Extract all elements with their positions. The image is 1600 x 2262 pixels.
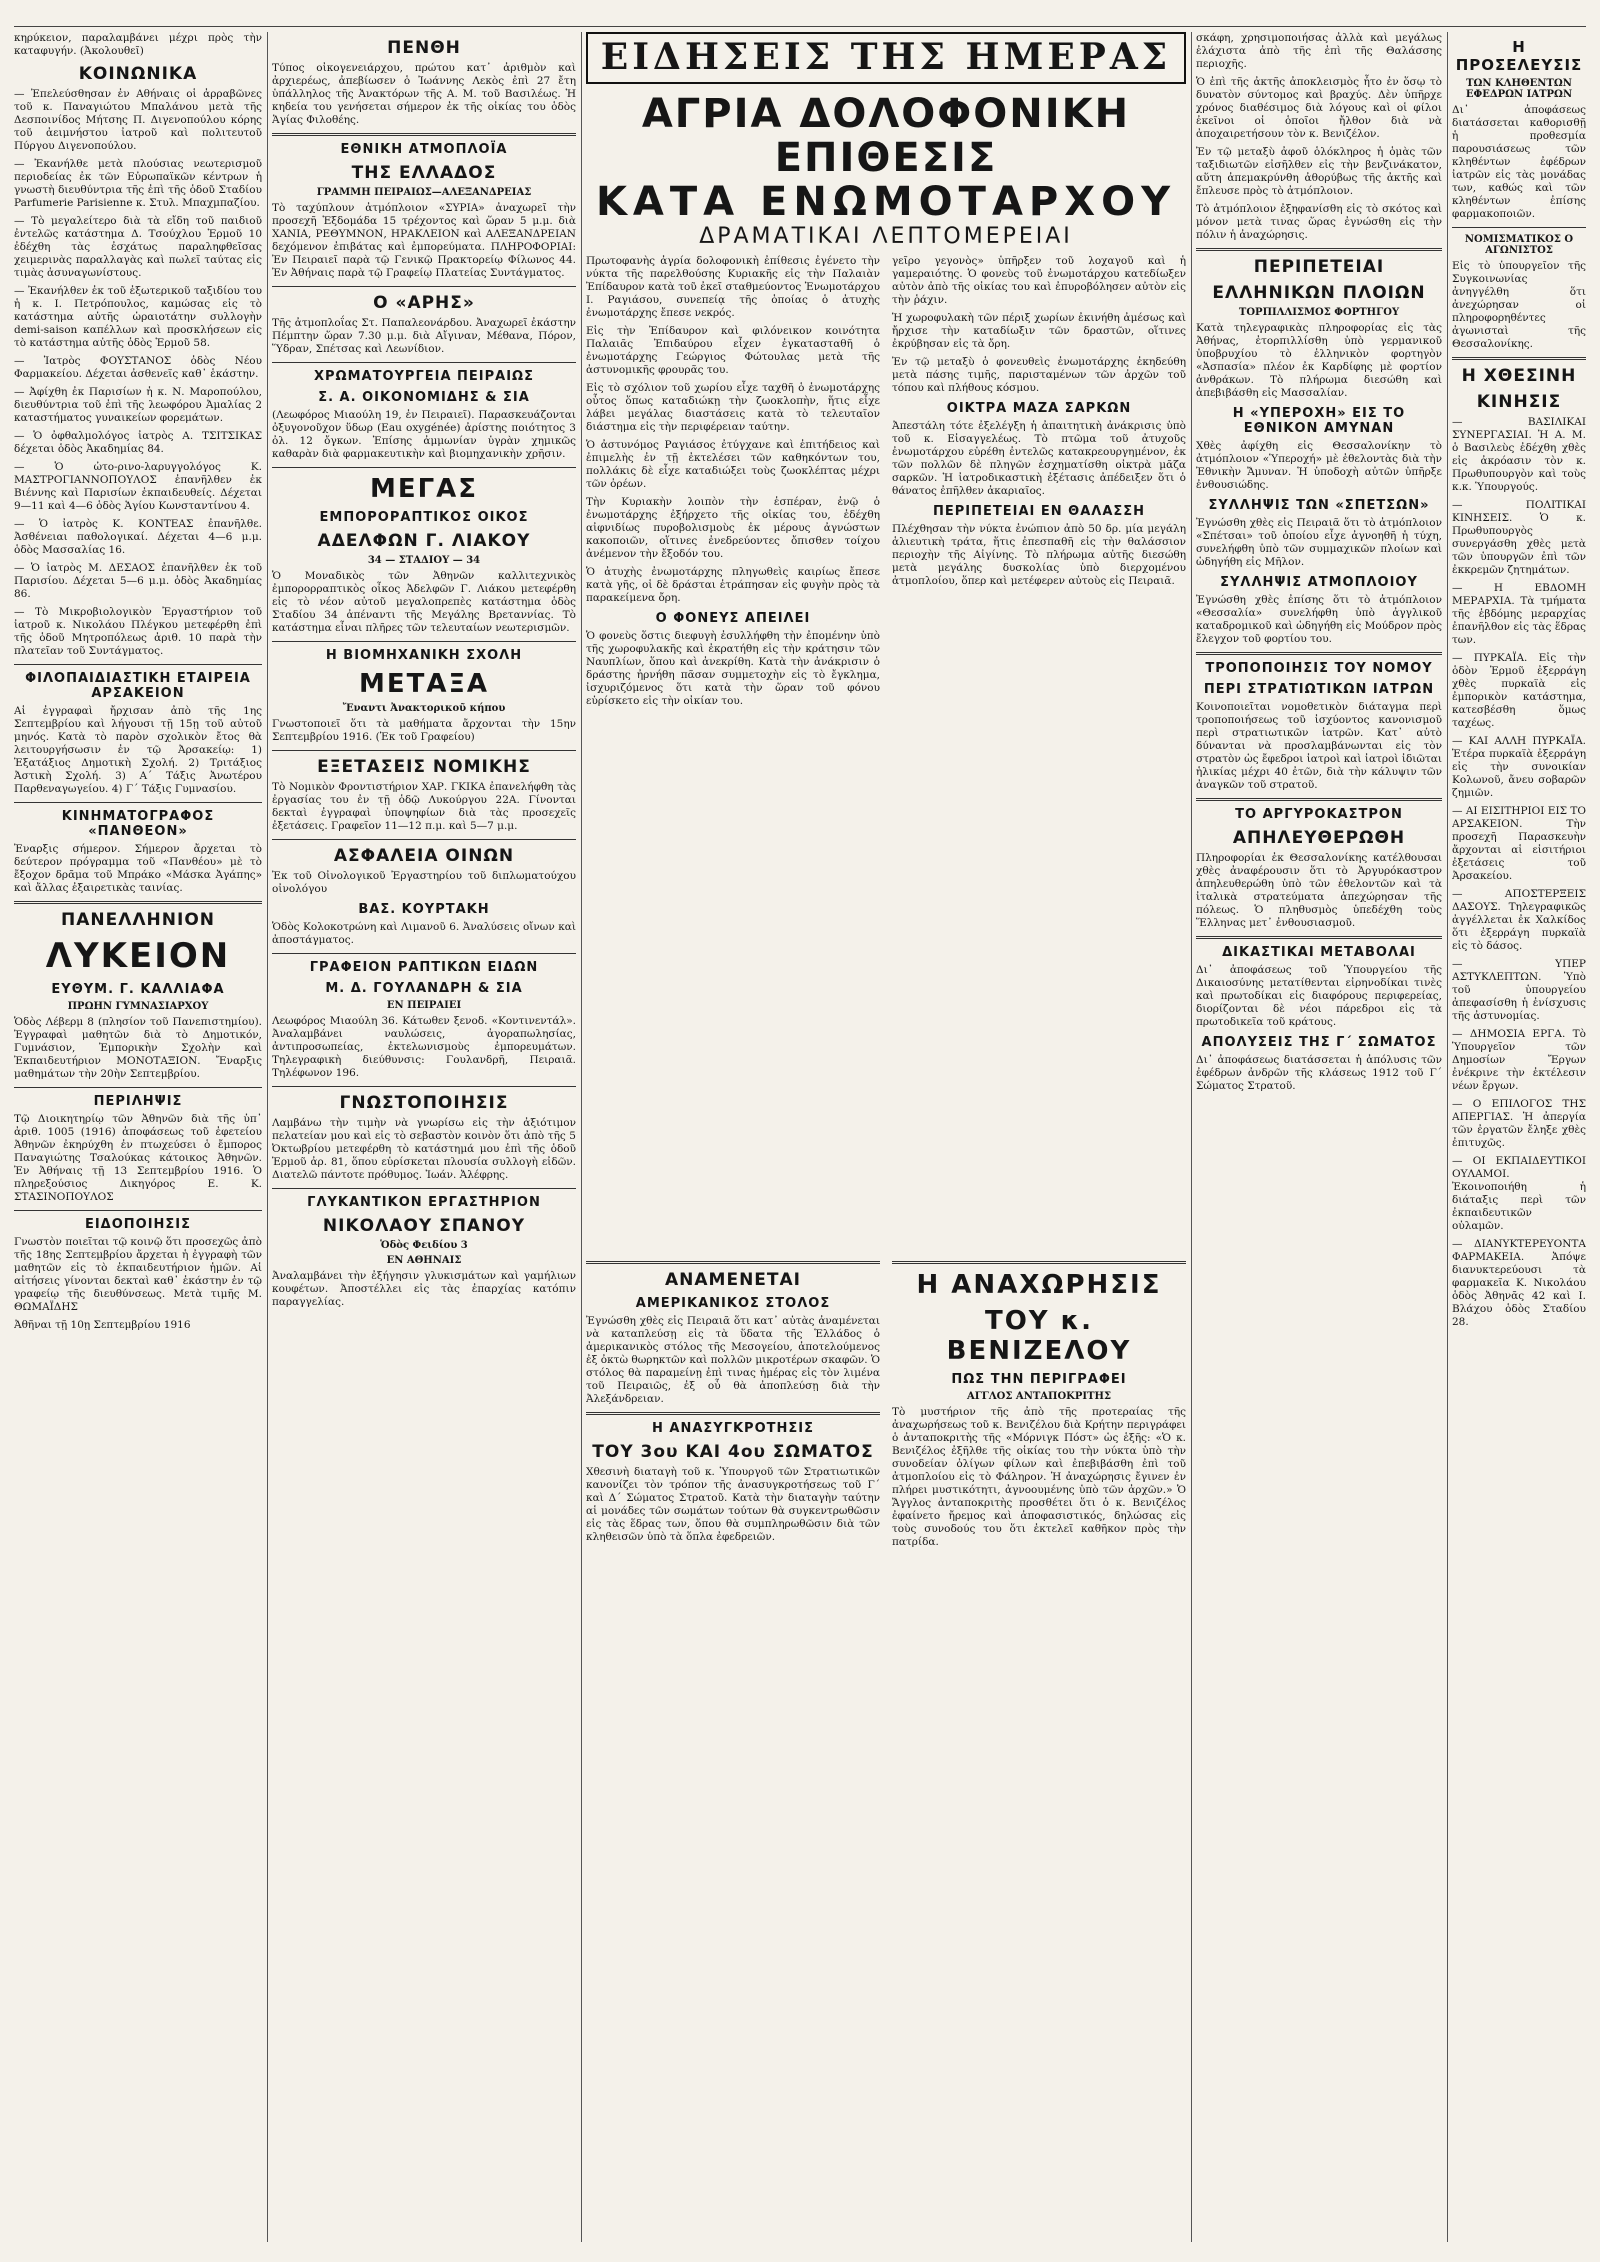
story-paragraph: Τὸ μυστήριον τῆς ἀπὸ τῆς προτεραίας τῆς ἀναχωρήσεως τοῦ κ. Βενιζέλου διὰ Κρήτην περιγράφει ὁ ἀνταποκριτὴς τῆς «Μόρνιγκ Πόστ» ὡς ἑξῆς: «Ὁ κ. Βενιζέλος ἐξῆλθε τῆς οἰκίας του τὴν νύκτα ὑπὸ τὴν συνοδείαν ὀλίγων φίλων καὶ ἐπεβιβάσθη ἐπὶ τοῦ ἀτμοπλοίου εἰς τὸ Φάληρον. Ἡ ἀναχώρησις ἔγινεν ἐν πλήρει μυστικότητι, ἀγνοουμένης ὑπὸ τῶν ἀρχῶν.» Ὁ Ἄγγλος ἀνταποκριτὴς προσθέτει ὅτι ὁ κ. Βενιζέλος ἐφαίνετο ἤρεμος καὶ ἀποφασιστικός, δηλώσας εἰς τοὺς συνοδούς του ὅτι ἐκτελεῖ καθῆκον πρὸς τὴν πατρίδα. [892, 1406, 1186, 1548]
section-title-eidopoiisis: ΕΙΔΟΠΟΙΗΣΙΣ [84, 1217, 192, 1232]
ad-text: Τὸ Νομικὸν Φροντιστήριον ΧΑΡ. ΓΚΙΚΑ ἐπανελήφθη τὰς ἐργασίας του ἐν τῇ ὁδῷ Λυκούργου 22Α. Γίνονται δεκταὶ ἐγγραφαὶ ὑποψηφίων διὰ τὰς προσεχεῖς ἐξετάσεις. Γραφεῖον 11—12 π.μ. καὶ 5—7 μ.μ. [272, 781, 576, 832]
masthead: ΕΙΔΗΣΕΙΣ ΤΗΣ ΗΜΕΡΑΣ [586, 32, 1186, 84]
divider [1196, 936, 1442, 939]
story-subhead: ΑΓΓΛΟΣ ΑΝΤΑΠΟΚΡΙΤΗΣ [966, 1391, 1112, 1402]
story-paragraph: Κοινοποιεῖται νομοθετικὸν διάταγμα περὶ τροποποιήσεως τοῦ ἰσχύοντος κανονισμοῦ περὶ στρατιωτικῶν ἰατρῶν. Κατ᾽ αὐτὸ δύνανται νὰ προσλαμβάνωνται εἰς τὸν στρατὸν ὡς ἔφεδροι ἰατροὶ καὶ ἰατροὶ ἰδιῶται ἡλικίας μέχρι 40 ἐτῶν, διὰ τὴν κάλυψιν τῶν ἀναγκῶν τοῦ στρατοῦ. [1196, 701, 1442, 791]
story-paragraph: Εἰς τὸ ὑπουργεῖον τῆς Συγκοινωνίας ἀνηγγέλθη ὅτι ἀνεχώρησαν οἱ πληροφορηθέντες ἀγωνισταὶ τῆς Θεσσαλονίκης. [1452, 260, 1586, 350]
story-headline: Η ΑΝΑΣΥΓΚΡΟΤΗΣΙΣ [652, 1421, 814, 1436]
story-subhead: Η «ΥΠΕΡΟΧΗ» ΕΙΣ ΤΟ ΕΘΝΙΚΟΝ ΑΜΥΝΑΝ [1232, 406, 1406, 436]
story-headline: ΤΟΥ κ. ΒΕΝΙΖΕΛΟΥ [946, 1306, 1132, 1366]
column-4 [1196, 32, 1442, 2242]
ad-title: ΓΝΩΣΤΟΠΟΙΗΣΙΣ [339, 1093, 509, 1113]
story-paragraph: Δι᾽ ἀποφάσεως διατάσσεται ἡ ἀπόλυσις τῶν ἐφέδρων ἀνδρῶν τῆς κλάσεως 1912 τοῦ Γ΄ Σώματος Στρατοῦ. [1196, 1054, 1442, 1092]
story-subhead: ΟΙΚΤΡΑ ΜΑΖΑ ΣΑΡΚΩΝ [946, 401, 1132, 416]
news-item: — ΟΙ ΕΚΠΑΙΔΕΥΤΙΚΟΙ ΟΥΛΑΜΟΙ. Ἐκοινοποιήθη ἡ διάταξις περὶ τῶν ἐκπαιδευτικῶν οὐλαμῶν. [1452, 1155, 1586, 1232]
divider [1196, 652, 1442, 655]
column-2 [272, 32, 576, 2242]
story-paragraph: Τὸ ἀτμόπλοιον ἐξηφανίσθη εἰς τὸ σκότος καὶ μόνον μετὰ τινας ὥρας ἐγνώσθη εἰς τὴν πόλιν ἡ ἀναχώρησις. [1196, 203, 1442, 241]
story-paragraph: Ἐγνώσθη χθὲς εἰς Πειραιᾶ ὅτι τὸ ἀτμόπλοιον «Σπέτσαι» τοῦ ὁποίου εἶχε ἀγνοηθῆ ἡ τύχη, συνελήφθη ὑπὸ τῶν συμμαχικῶν πλοίων καὶ ὡδηγήθη εἰς Μῆλον. [1196, 517, 1442, 568]
news-item: — Ὁ ἰατρὸς Κ. ΚΟΝΤΕΑΣ ἐπανῆλθε. Ἀσθένειαι παθολογικαί. Δέχεται 4—6 μ.μ. ὁδὸς Μασσαλίας 16. [14, 518, 262, 556]
ad-subtitle: ΓΡΑΜΜΗ ΠΕΙΡΑΙΩΣ—ΑΛΕΞΑΝΔΡΕΙΑΣ [316, 187, 532, 198]
story-subhead: ΤΩΝ ΚΛΗΘΕΝΤΩΝ ΕΦΕΔΡΩΝ ΙΑΤΡΩΝ [1465, 78, 1573, 100]
story-headline: Η ΑΝΑΧΩΡΗΣΙΣ [916, 1270, 1162, 1300]
ad-title: ΧΡΩΜΑΤΟΥΡΓΕΙΑ ΠΕΙΡΑΙΩΣ [313, 369, 534, 384]
story-paragraph: Χθὲς ἀφίχθη εἰς Θεσσαλονίκην τὸ ἀτμόπλοιον «Ὑπεροχή» μὲ ἐθελοντὰς διὰ τὴν Ἐθνικὴν Ἄμυναν. Ἡ ὑποδοχὴ αὐτῶν ὑπῆρξε ἐνθουσιώδης. [1196, 440, 1442, 491]
divider [272, 1188, 576, 1189]
notice-text: Τῷ Διοικητηρίῳ τῶν Ἀθηνῶν διὰ τῆς ὑπ᾽ ἀριθ. 1005 (1916) ἀποφάσεως τοῦ ἐφετείου Ἀθηνῶν ἐκηρύχθη ἐν πτωχεύσει ὁ ἔμπορος Παναγιώτης Τσαλούκας κάτοικος Ἀθηνῶν. Ἐν Ἀθήναις τῇ 13 Σεπτεμβρίου 1916. Ὁ πληρεξούσιος Δικηγόρος Ε. Κ. ΣΤΑΣΙΝΟΠΟΥΛΟΣ [14, 1113, 262, 1203]
story-headline: ΤΟ ΑΡΓΥΡΟΚΑΣΤΡΟΝ [1235, 807, 1403, 822]
story-columns [586, 255, 1186, 1255]
ad-subtitle: ΒΑΣ. ΚΟΥΡΤΑΚΗ [358, 902, 490, 917]
news-item: — Ὁ ὠτο-ρινο-λαρυγγολόγος Κ. ΜΑΣΤΡΟΓΙΑΝΝΟΠΟΥΛΟΣ ἐπανῆλθεν ἐκ Βιέννης καὶ Παρισίων ἐκπαιδευθείς. Δέχεται 9—11 καὶ 4—6 ὁδὸς Ἁγίου Κωνσταντίνου 4. [14, 461, 262, 512]
ad-title-panellinion: ΠΑΝΕΛΛΗΝΙΟΝ [61, 910, 215, 930]
story-subhead: ΤΟΡΠΙΛΛΙΣΜΟΣ ΦΟΡΤΗΓΟΥ [1238, 307, 1400, 318]
ad-text: Τῆς ἀτμοπλοΐας Στ. Παπαλεονάρδου. Ἀναχωρεῖ ἐκάστην Πέμπτην ὥραν 7.30 μ.μ. διὰ Αἴγιναν, Μέθανα, Πόρον, Ὕδραν, Σπέτσας καὶ Λεωνίδιον. [272, 317, 576, 355]
story-paragraph: Εἰς τὴν Ἐπίδαυρον καὶ φιλόνεικον κοινότητα Παλαιᾶς Ἐπιδαύρου εἶχεν ἐγκατασταθῆ ὁ ἐνωμοτάρχης Γεώργιος Φώτουλας μετὰ τῆς ἀστυνομικῆς φρουρᾶς του. [586, 325, 880, 376]
divider [892, 1261, 1186, 1264]
ad-subtitle: Ἔναντι Ἀνακτορικοῦ κήπου [342, 703, 506, 714]
story-headline: ΕΛΛΗΝΙΚΩΝ ΠΛΟΙΩΝ [1212, 283, 1426, 303]
notice-text: Ἐναρξις σήμερον. Σήμερον ἄρχεται τὸ δεύτερον πρόγραμμα τοῦ «Πανθέου» μὲ τὸ ἔξοχον δρᾶμα τοῦ Μπράκο «Μάσκα Ἀγάπης» καὶ ἄλλας ἐξαιρετικὰς ταινίας. [14, 843, 262, 894]
news-item: — ΑΙ ΕΙΣΙΤΗΡΙΟΙ ΕΙΣ ΤΟ ΑΡΣΑΚΕΙΟΝ. Τὴν προσεχῆ Παρασκευὴν ἄρχονται αἱ εἰσιτήριοι ἐξετάσεις τοῦ Ἀρσακείου. [1452, 805, 1586, 882]
news-item: — ΠΟΛΙΤΙΚΑΙ ΚΙΝΗΣΕΙΣ. Ὁ κ. Πρωθυπουργὸς συνεργάσθη χθὲς μετὰ τῶν ὑπουργῶν ἐπὶ τῶν ἐκκρεμῶν ζητημάτων. [1452, 499, 1586, 576]
story-subhead: ΠΩΣ ΤΗΝ ΠΕΡΙΓΡΑΦΕΙ [951, 1372, 1127, 1387]
story-subhead: Ο ΦΟΝΕΥΣ ΑΠΕΙΛΕΙ [655, 611, 811, 626]
story-paragraph: Χθεσινὴ διαταγὴ τοῦ κ. Ὑπουργοῦ τῶν Στρατιωτικῶν κανονίζει τὸν τρόπον τῆς ἀνασυγκροτήσεως τοῦ Γ΄ καὶ Δ΄ Σώματος Στρατοῦ. Κατὰ τὴν διαταγὴν ταύτην αἱ μονάδες τῶν σωμάτων τούτων θὰ συγκεντρωθῶσιν εἰς τὰς ἕδρας των, ὅπου θὰ συμπληρωθῶσιν διὰ τῶν κληθεισῶν ὑπὸ τὰ ὅπλα ἐφεδρειῶν. [586, 1466, 880, 1543]
news-item: — ΚΑΙ ΑΛΛΗ ΠΥΡΚΑΪΑ. Ἑτέρα πυρκαϊὰ ἐξερράγη εἰς τὴν συνοικίαν Κολωνοῦ, ἄνευ σοβαρῶν ζημιῶν. [1452, 735, 1586, 799]
divider [272, 1086, 576, 1087]
lower-right [892, 1255, 1186, 1554]
story-headline: ΑΠΗΛΕΥΘΕΡΩΘΗ [1232, 828, 1406, 848]
divider [272, 362, 576, 363]
story-headline: ΑΜΕΡΙΚΑΝΙΚΟΣ ΣΤΟΛΟΣ [635, 1296, 831, 1311]
headline: ΚΑΤΑ ΕΝΩΜΟΤΑΡΧΟΥ [595, 179, 1177, 225]
news-item: — ΔΗΜΟΣΙΑ ΕΡΓΑ. Τὸ Ὑπουργεῖον τῶν Δημοσίων Ἔργων ἐνέκρινε τὴν ἐκτέλεσιν νέων ἔργων. [1452, 1028, 1586, 1092]
story-headline: ΤΡΟΠΟΠΟΙΗΣΙΣ ΤΟΥ ΝΟΜΟΥ [1205, 661, 1433, 676]
story-paragraph: Δι᾽ ἀποφάσεως τοῦ Ὑπουργείου τῆς Δικαιοσύνης μετατίθενται εἰρηνοδίκαι τινὲς καὶ πρωτοδίκαι εἰς διαφόρους περιφερείας, διορίζονται δὲ νέοι πάρεδροι εἰς τὰ πρωτοδικεῖα τοῦ κράτους. [1196, 964, 1442, 1028]
story-paragraph: Πληροφορίαι ἐκ Θεσσαλονίκης κατέλθουσαι χθὲς ἀναφέρουσιν ὅτι τὸ Ἀργυρόκαστρον ἀπηλευθερώθη ὑπὸ τῶν ἐθελοντῶν καὶ τὰ ἰταλικὰ στρατεύματα ἀπεχώρησαν τῆς πόλεως. Ὁ πληθυσμὸς ὑπεδέχθη τοὺς Ἕλληνας μετ᾽ ἐνθουσιασμοῦ. [1196, 852, 1442, 929]
section-title-penthi: ΠΕΝΘΗ [387, 38, 461, 58]
news-item: — Ὁ ὀφθαλμολόγος ἰατρὸς Α. ΤΣΙΤΣΙΚΑΣ δέχεται ὁδὸς Ἀκαδημίας 84. [14, 430, 262, 455]
divider [272, 953, 576, 954]
ad-text: Γνωστοποιεῖ ὅτι τὰ μαθήματα ἄρχονται τὴν 15ην Σεπτεμβρίου 1916. (Ἐκ τοῦ Γραφείου) [272, 718, 576, 743]
story-paragraph: Δι᾽ ἀποφάσεως διατάσσεται καθορισθῇ ἡ προθεσμία παρουσιάσεως τῶν κληθέντων ἐφέδρων ἰατρῶν εἰς τὰς μονάδας των, καθώς καὶ τῶν κληθέντων ἐπίσης φαρμακοποιῶν. [1452, 104, 1586, 220]
divider [586, 1412, 880, 1415]
story-headline: ΤΟΥ 3ου ΚΑΙ 4ου ΣΩΜΑΤΟΣ [592, 1442, 874, 1462]
ad-subtitle: ΕΥΘΥΜ. Γ. ΚΑΛΛΙΑΦΑ [51, 982, 225, 997]
ad-subtitle: ΑΔΕΛΦΩΝ Γ. ΛΙΑΚΟΥ [317, 531, 531, 551]
news-item: — Η ΕΒΔΟΜΗ ΜΕΡΑΡΧΙΑ. Τὰ τμήματα τῆς ἑβδόμης μεραρχίας ἐπανῆλθον εἰς τὰς ἕδρας των. [1452, 582, 1586, 646]
story-paragraph: Ἐγνώσθη χθὲς ἐπίσης ὅτι τὸ ἀτμόπλοιον «Θεσσαλία» συνελήφθη ὑπὸ ἀγγλικοῦ καταδρομικοῦ καὶ ὡδηγήθη εἰς Μούδρον πρὸς ἔλεγχον τοῦ φορτίου του. [1196, 594, 1442, 645]
ad-text: Τὸ ταχύπλουν ἀτμόπλοιον «ΣΥΡΙΑ» ἀναχωρεῖ τὴν προσεχῆ Ἑξδομάδα 15 τρέχοντος καὶ ὥραν 5 μ.μ. διὰ ΧΑΝΙΑ, ΡΕΘΥΜΝΟΝ, ΗΡΑΚΛΕΙΟΝ καὶ ΑΛΕΞΑΝΔΡΕΙΑΝ δεχόμενον ἐπιβάτας καὶ ἐμπορεύματα. ΠΛΗΡΟΦΟΡΙΑΙ: Ἐν Πειραιεῖ παρὰ τῷ Γενικῷ Πρακτορείῳ Φίλωνος 44. Ἐν Ἀθήναις παρὰ τῷ Γραφείῳ Πλατείας Συντάγματος. [272, 202, 576, 279]
ad-subtitle: 34 — ΣΤΑΔΙΟΥ — 34 [367, 555, 481, 566]
ad-subtitle: ΕΝ ΠΕΙΡΑΙΕΙ [386, 1000, 462, 1011]
top-rule [14, 8, 1586, 27]
divider [14, 802, 262, 803]
lower-columns [586, 1255, 1186, 2155]
ad-title: ΓΡΑΦΕΙΟΝ ΡΑΠΤΙΚΩΝ ΕΙΔΩΝ [309, 960, 539, 975]
ad-text: Ὁδὸς Λέβερμ 8 (πλησίον τοῦ Πανεπιστημίου). Ἐγγραφαὶ μαθητῶν διὰ τὸ Δημοτικόν, Γυμνάσιον, Ἐμπορικὴν Σχολὴν καὶ Ἐκπαιδευτήριον ΜΟΝΟΤΑΞΙΟΝ. Ἔναρξις μαθημάτων τὴν 20ὴν Σεπτεμβρίου. [14, 1016, 262, 1080]
ad-subtitle: ΕΜΠΟΡΟΡΑΠΤΙΚΟΣ ΟΙΚΟΣ [319, 510, 529, 525]
story-headline: ΑΝΑΜΕΝΕΤΑΙ [665, 1270, 801, 1290]
story-paragraph: Πρωτοφανὴς ἀγρία δολοφονικὴ ἐπίθεσις ἐγένετο τὴν νύκτα τῆς παρελθούσης Κυριακῆς εἰς τὴν Παλαιὰν Ἐπίδαυρον κατὰ τοῦ ἐκεῖ σταθμεύοντος Ἐνωμοτάρχου Ι. Ραγιάσου, συνεπείᾳ τῆς ὁποίας ὁ ἀτυχὴς ἐνωμοτάρχης ἔπεσε νεκρός. [586, 255, 880, 319]
story-headline: Η ΠΡΟΣΕΛΕΥΣΙΣ [1455, 38, 1583, 74]
ad-subtitle: ΝΙΚΟΛΑΟΥ ΣΠΑΝΟΥ [322, 1216, 526, 1236]
ad-text: Ἐκ τοῦ Οἰνολογικοῦ Ἐργαστηρίου τοῦ διπλωματούχου οἰνολόγου [272, 870, 576, 895]
column-rule [267, 32, 268, 2242]
news-item: — ΥΠΕΡ ΑΣΤΥΚΛΕΠΤΩΝ. Ὑπὸ τοῦ ὑπουργείου ἀπεφασίσθη ἡ ἐνίσχυσις τῆς ἀστυνομίας. [1452, 958, 1586, 1022]
lower-left [586, 1255, 880, 1549]
ad-subtitle: ΠΡΩΗΝ ΓΥΜΝΑΣΙΑΡΧΟΥ [67, 1001, 209, 1012]
story-paragraph: γεῖρο γεγονὸς» ὑπῆρξεν τοῦ λοχαγοῦ καὶ ἡ γαμεραιότης. Ὁ φονεὺς τοῦ ἐνωμοτάρχου κατεδίωξεν αὐτὸν ἀπὸ τῆς οἰκίας του καὶ ἐπυροβόλησεν αὐτὸν εἰς τὴν ῥάχιν. [892, 255, 1186, 306]
ad-text: Ἀναλαμβάνει τὴν ἐξήγησιν γλυκισμάτων καὶ γαμήλιων κουφέτων. Ἀποστέλλει εἰς τὰς ἐπαρχίας κατόπιν παραγγελίας. [272, 1270, 576, 1308]
divider [14, 901, 262, 904]
news-item: — Ἐκανήλθεν ἐκ τοῦ ἐξωτερικοῦ ταξιδίου του ἡ κ. Ι. Πετρόπουλος, καμώσας εἰς τὸ κατάστημα αὐτῆς ὡραιοτάτην συλλογὴν demi-saison καπέλλων καὶ προσκλήσεων εἰς τὸ κατάστημα αὐτῆς ὁδὸς Ἑρμοῦ 58. [14, 285, 262, 349]
story-left [586, 255, 880, 713]
news-item: — Ἐκανήλθε μετὰ πλούσιας νεωτερισμοῦ περιοδείας ἐκ τῶν Εὐρωπαϊκῶν κέντρων ἡ γνωστὴ διευθύντρια τῆς ἐπὶ τῆς ὁδοῦ Σταδίου Parfumerie Parisienne κ. Στυλ. Μπαχμπαζίου. [14, 158, 262, 209]
notice-text: Τύπος οἰκογενειάρχου, πρώτου κατ᾽ ἀριθμὸν καὶ ἀρχιερέως, ἀπεβίωσεν ὁ Ἰωάννης Λεκὸς ἐπὶ 27 ἔτη ὑπάλληλος τῆς Ἀνακτόρων τῆς Α. Μ. τοῦ Βασιλέως. Ἡ κηδεία του γενήσεται σήμερον ἐκ τῆς οἰκίας του ὁδὸς Ἁγίας Φιλοθέης. [272, 62, 576, 126]
ad-text: Λεωφόρος Μιαούλη 36. Κάτωθεν ξενοδ. «Κοντινεντάλ». Ἀναλαμβάνει ναυλώσεις, ἀγοραπωλησίας, ἀντιπροσωπείας, ἐκτελωνισμοὺς ἐμπορευμάτων. Τηλεγραφικὴ διεύθυνσις: Γουλανδρῆ, Πειραιᾶ. Τηλέφωνον 196. [272, 1015, 576, 1079]
notice-text: Γνωστὸν ποιεῖται τῷ κοινῷ ὅτι προσεχῶς ἀπὸ τῆς 18ης Σεπτεμβρίου ἄρχεται ἡ ἐγγραφὴ τῶν μαθητῶν εἰς τὸ ἐκπαιδευτήριον ἡμῶν. Αἱ αἰτήσεις γίνονται δεκταὶ καθ᾽ ἑκάστην ἐν τῷ γραφείῳ τῆς διευθύνσεως. Μετὰ τιμῆς Μ. ΘΩΜΑΪΔΗΣ [14, 1236, 262, 1313]
newspaper-page [14, 8, 1586, 2254]
divider [14, 1210, 262, 1211]
ad-subtitle: ΕΝ ΑΘΗΝΑΙΣ [386, 1255, 462, 1266]
subheadline: ΔΡΑΜΑΤΙΚΑΙ ΛΕΠΤΟΜΕΡΕΙΑΙ [699, 224, 1073, 249]
story-paragraph: Ἐν τῷ μεταξὺ ἀφοῦ ὁλόκληρος ἡ ὁμὰς τῶν ταξιδιωτῶν εἰσῆλθεν εἰς τὴν βενζινάκατον, αὕτη ἀπεμακρύνθη ἀθορύβως τῆς ἀκτῆς καὶ ἔπλευσε πρὸς τὸ ἀτμόπλοιον. [1196, 146, 1442, 197]
news-item: — ΠΥΡΚΑΪΑ. Εἰς τὴν ὁδὸν Ἑρμοῦ ἐξερράγη χθὲς πυρκαϊὰ εἰς ἐμπορικὸν κατάστημα, κατεσβέσθη ὅμως ταχέως. [1452, 652, 1586, 729]
ad-text: (Λεωφόρος Μιαούλη 19, ἐν Πειραιεῖ). Παρασκευάζονται ὀξυγονοῦχον ὕδωρ (Eau oxygénée) ἀρίστης ποιότητος 3 ὀλ. 12 ὄγκων. Ἐπίσης ἀμμωνίαν ὑγρὰν χημικῶς καθαρὰν διὰ φαρμακευτικὴν καὶ βιομηχανικὴν χρῆσιν. [272, 409, 576, 460]
news-item: — Τὸ μεγαλείτερο διὰ τὰ εἴδη τοῦ παιδιοῦ ἐντελῶς κατάστημα Δ. Τσούχλου Ἑρμοῦ 10 ἐδέχθη τὰς ἐσχάτως παραληφθεῖσας χειμερινὰς παραλλαγὰς καὶ πωλεῖ ταύτας εἰς τιμὰς ἀσυναγωνίστους. [14, 215, 262, 279]
ad-subtitle: Μ. Δ. ΓΟΥΛΑΝΔΡΗ & ΣΙΑ [325, 981, 523, 996]
story-headline: ΔΙΚΑΣΤΙΚΑΙ ΜΕΤΑΒΟΛΑΙ [1222, 945, 1416, 960]
column-5 [1452, 32, 1586, 2242]
story-paragraph: Ἀπεστάλη τότε ἐξελέγξη ἡ ἀπαιτητικὴ ἀνάκρισις ὑπὸ τοῦ κ. Εἰσαγγελέως. Τὸ πτῶμα τοῦ ἀτυχοῦς ἐνωμοτάρχου εὑρέθη ἐντελῶς κατακρεουργημένον, ἐκ τῶν πολλῶν δὲ πληγῶν ἐσχηματίσθη οἰκτρὰ μᾶζα σαρκῶν. Ἡ ἰατροδικαστικὴ ἐξέτασις ἀπέδειξεν ὅτι ὁ θάνατος ἐπῆλθεν ἀκαριαῖος. [892, 420, 1186, 497]
ad-title: Ο «ΑΡΗΣ» [373, 293, 475, 313]
news-item: — Ἀφίχθη ἐκ Παρισίων ἡ κ. Ν. Μαροπούλου, διευθύντρια τοῦ ἐπὶ τῆς λεωφόρου Ἀμαλίας 2 καταστήματος γυναικείων φορεμάτων. [14, 386, 262, 424]
news-item: — ΔΙΑΝΥΚΤΕΡΕΥΟΝΤΑ ΦΑΡΜΑΚΕΙΑ. Ἀπόψε διανυκτερεύουσι τὰ φαρμακεῖα Κ. Νικολάου ὁδὸς Ἀθηνᾶς 42 καὶ Ι. Βλάχου ὁδὸς Σταδίου 28. [1452, 1238, 1586, 1328]
ad-title: ΓΛΥΚΑΝΤΙΚΟΝ ΕΡΓΑΣΤΗΡΙΟΝ [307, 1195, 541, 1210]
story-paragraph: Κατὰ τηλεγραφικὰς πληροφορίας εἰς τὰς Ἀθήνας, ἐτορπιλλίσθη ὑπὸ γερμανικοῦ ὑποβρυχίου τὸ ἑλληνικὸν φορτηγὸν «Ἀσπασία» πλέον ἐκ Καρδίφης μὲ φορτίον ἀνθράκων. Τὸ πλήρωμα διεσώθη καὶ ἀπεβιβάσθη εἰς Μασσαλίαν. [1196, 322, 1442, 399]
story-paragraph: Ὁ ἀστυνόμος Ραγιάσος ἐτύγχανε καὶ ἐπιτήδειος καὶ ἐπιμελὴς ἐν τῇ ἐκτελέσει τῶν καθηκόντων του, πολλάκις δὲ εἶχε καταδιώξει τοὺς ζωοκλέπτας μέχρι τῶν ὀρέων. [586, 439, 880, 490]
divider [272, 839, 576, 840]
section-title-arsakeion: ΦΙΛΟΠΑΙΔΙΑΣΤΙΚΗ ΕΤΑΙΡΕΙΑ ΑΡΣΑΚΕΙΟΝ [25, 671, 251, 701]
story-paragraph: Ἐγνώσθη χθὲς εἰς Πειραιᾶ ὅτι κατ᾽ αὐτὰς ἀναμένεται νὰ καταπλεύσῃ εἰς τὰ ὕδατα τῆς Ἑλλάδος ὁ ἀμερικανικὸς στόλος τῆς Μεσογείου, ἀποτελούμενος ἐξ ὀκτὼ θωρηκτῶν καὶ πολλῶν μικροτέρων σκαφῶν. Ὁ στόλος θὰ παραμείνῃ ἐπὶ τινας ἡμέρας εἰς τὸν λιμένα τοῦ Πειραιῶς, ἐξ οὗ θὰ ἀποπλεύσῃ διὰ τὴν Ἀλεξάνδρειαν. [586, 1315, 880, 1405]
news-item: — Ἐπελεύσθησαν ἐν Αθήναις οἱ ἀρραβῶνες τοῦ κ. Παναγιώτου Μπαλάνου μετὰ τῆς Δεσποινίδος Μήτσης Π. Διγενοπούλου κόρης τοῦ ἀειμνήστου ἰατροῦ καὶ πολιτευτοῦ Πύργου Διγενοπούλου. [14, 88, 262, 152]
divider [14, 1087, 262, 1088]
continued-text: κηρύκειον, παραλαμβάνει μέχρι πρὸς τὴν καταφυγήν. (Ἀκολουθεῖ) [14, 32, 262, 57]
ad-subtitle: ΜΕΤΑΞΑ [358, 669, 490, 699]
section-title-perilipsis: ΠΕΡΙΛΗΨΙΣ [93, 1094, 183, 1109]
date-line: Ἀθῆναι τῇ 10ῃ Σεπτεμβρίου 1916 [14, 1319, 191, 1331]
divider [272, 641, 576, 642]
ad-text: Λαμβάνω τὴν τιμὴν νὰ γνωρίσω εἰς τὴν ἀξιότιμον πελατείαν μου καὶ εἰς τὸ σεβαστὸν κοινὸν ὅτι ἀπὸ τῆς 5 Ὀκτωβρίου μετεφέρθη τὸ κατάστημά μου ἐπὶ τῆς ὁδοῦ Ἑρμοῦ ἀρ. 81, ὅπου εὑρίσκεται πλουσία συλλογὴ εἰδῶν. Διατελῶ πάντοτε πρόθυμος. Ἰωάν. Ἀλέφρης. [272, 1117, 576, 1181]
news-item: — Τὸ Μικροβιολογικὸν Ἐργαστήριον τοῦ ἰατροῦ κ. Νικολάου Πλέγκου μετεφέρθη ἐπὶ τῆς ὁδοῦ Μητροπόλεως ἀριθ. 10 παρὰ τὴν πλατεῖαν τοῦ Συντάγματος. [14, 606, 262, 657]
story-paragraph: Τὴν Κυριακὴν λοιπὸν τὴν ἑσπέραν, ἐνῷ ὁ ἐνωμοτάρχης ἐξήρχετο τῆς οἰκίας του, ἐδέχθη αἰφνιδίως πυροβολισμοὺς ἐκ μέρους ἀγνώστων κακοποιῶν, οἵτινες ἐνεδρεύοντες ὄπισθεν τοίχου ἀνέμενον τὴν ἔξοδόν του. [586, 496, 880, 560]
headline: ΑΓΡΙΑ ΔΟΛΟΦΟΝΙΚΗ ΕΠΙΘΕΣΙΣ [641, 91, 1131, 181]
story-subhead: ΠΕΡΙΠΕΤΕΙΑΙ ΕΝ ΘΑΛΑΣΣΗ [932, 504, 1146, 519]
section-title-pantheon: ΚΙΝΗΜΑΤΟΓΡΑΦΟΣ «ΠΑΝΘΕΟΝ» [61, 809, 215, 839]
column-rule [1191, 32, 1192, 2242]
story-paragraph: Πλέχθησαν τὴν νύκτα ἐνώπιον ἀπὸ 50 δρ. μία μεγάλη ἁλιευτικὴ τράτα, ἥτις ἐπεσπαθῆ εἰς τὴν θαλάσσιον περιοχὴν τῆς Αἰγίνης. Τὸ πλήρωμα αὐτῆς διεσώθη μετὰ μεγάλης δυσκολίας ὑπὸ διερχομένου ἀτμοπλοίου, ὅπερ καὶ μετέφερεν αὐτοὺς εἰς Πειραιᾶ. [892, 523, 1186, 587]
ad-text: Ὁδὸς Κολοκοτρώνη καὶ Λιμανοῦ 6. Ἀναλύσεις οἴνων καὶ ἀποστάγματος. [272, 921, 576, 946]
section-title-xthesini: Η ΧΘΕΣΙΝΗ [1461, 366, 1577, 386]
divider [1196, 798, 1442, 801]
story-subhead: ΣΥΛΛΗΨΙΣ ΑΤΜΟΠΛΟΙΟΥ [1220, 575, 1418, 590]
divider [1452, 227, 1586, 228]
story-paragraph: Ἡ χωροφυλακὴ τῶν πέριξ χωρίων ἐκινήθη ἀμέσως καὶ ἤρχισε τὴν καταδίωξιν τῶν δραστῶν, οἵτινες ἐκρύβησαν εἰς τὰ ὄρη. [892, 312, 1186, 350]
divider [272, 286, 576, 287]
divider [272, 750, 576, 751]
ad-subtitle: Σ. Α. ΟΙΚΟΝΟΜΙΔΗΣ & ΣΙΑ [318, 390, 530, 405]
divider [272, 133, 576, 136]
column-rule [581, 32, 582, 2242]
story-paragraph: σκάφη, χρησιμοποιήσας ἀλλὰ καὶ μεγάλως ἐλάχιστα ἀπὸ τῆς ἐπὶ τῆς Θαλάσσης περιοχῆς. [1196, 32, 1442, 70]
section-title-kinisis: ΚΙΝΗΣΙΣ [1476, 392, 1562, 412]
divider [586, 1261, 880, 1264]
story-headline: ΠΕΡΙ ΣΤΡΑΤΙΩΤΙΚΩΝ ΙΑΤΡΩΝ [1203, 682, 1435, 697]
story-paragraph: Ὁ φονεὺς ὅστις διεφυγὴ ἐσυλλήφθη τὴν ἐπομένην ὑπὸ τῆς χωροφυλακῆς καὶ ἐκρατήθη εἰς τὴν κράτησιν τῶν Ναυπλίων, ὅπου καὶ ἀνεκρίθη. Κατὰ τὴν ἀνάκρισιν ὁ δράστης ἠρνήθη πᾶσαν συμμετοχὴν εἰς τὸ ἔγκλημα, ἰσχυριζόμενος ὅτι κατὰ τὴν ὥραν τοῦ φόνου εὑρίσκετο εἰς τὴν οἰκίαν του. [586, 630, 880, 707]
ad-subtitle: Ὁδὸς Φειδίου 3 [380, 1240, 468, 1251]
column-1 [14, 32, 262, 2242]
notice-text: Αἱ ἐγγραφαὶ ἤρχισαν ἀπὸ τῆς 1ης Σεπτεμβρίου καὶ λήγουσι τῇ 15ῃ τοῦ αὐτοῦ μηνός. Κατὰ τὸ παρὸν σχολικὸν ἔτος θὰ λειτουργήσωσιν ἐν τῷ Ἀρσακείῳ: 1) Ἑξατάξιος Δημοτικὴ Σχολή. 2) Τριτάξιος Ἀστικὴ Σχολή. 3) Α΄ Τάξις Ἀνωτέρου Παρθεναγωγείου. 4) Γ΄ Τάξις Γυμνασίου. [14, 705, 262, 795]
story-headline: ΠΕΡΙΠΕΤΕΙΑΙ [1253, 257, 1385, 277]
story-subhead: ΣΥΛΛΗΨΙΣ ΤΩΝ «ΣΠΕΤΣΩΝ» [1208, 498, 1430, 513]
ad-subtitle: ΤΗΣ ΕΛΛΑΔΟΣ [351, 163, 497, 183]
column-3 [586, 32, 1186, 2242]
story-paragraph: Ὁ ἐπὶ τῆς ἀκτῆς ἀποκλεισμὸς ἦτο ἐν ὅσῳ τὸ δυνατὸν σύντομος καὶ βραχύς. Δὲν ὑπῆρχε χρόνος διαθέσιμος διὰ λόγους καὶ οἱ φίλοι ἐκεῖνοι οἱ ὁποῖοι ἤλθον διὰ νὰ ἀποχαιρετήσουν τὸν κ. Βενιζέλον. [1196, 76, 1442, 140]
divider [272, 467, 576, 468]
ad-title: ΕΞΕΤΑΣΕΙΣ ΝΟΜΙΚΗΣ [317, 757, 531, 777]
ad-title: Η ΒΙΟΜΗΧΑΝΙΚΗ ΣΧΟΛΗ [325, 648, 523, 663]
story-subhead: ΝΟΜΙΣΜΑΤΙΚΟΣ Ο ΑΓΩΝΙΣΤΟΣ [1464, 234, 1574, 256]
story-paragraph: Εἰς τὸ σχόλιον τοῦ χωρίου εἶχε ταχθῆ ὁ ἐνωμοτάρχης οὗτος ὅπως καταδιώκῃ τὴν ζωοκλοπὴν, ἥτις εἶχε λάβει μεγάλας διαστάσεις κατὰ τὸ τελευταῖον διάστημα εἰς τὴν περιφέρειαν ταύτην. [586, 382, 880, 433]
divider [1196, 248, 1442, 251]
column-rule [1447, 32, 1448, 2242]
divider [1452, 357, 1586, 360]
ad-title: ΕΘΝΙΚΗ ΑΤΜΟΠΛΟΪΑ [340, 142, 508, 157]
section-title-koinonika: ΚΟΙΝΩΝΙΚΑ [78, 64, 198, 84]
story-headline: ΑΠΟΛΥΣΕΙΣ ΤΗΣ Γ΄ ΣΩΜΑΤΟΣ [1201, 1035, 1437, 1050]
news-item: — ΒΑΣΙΛΙΚΑΙ ΣΥΝΕΡΓΑΣΙΑΙ. Ἡ Α. Μ. ὁ Βασιλεὺς ἐδέχθη χθὲς εἰς ἀκρόασιν τὸν κ. Πρωθυπουργὸν καὶ τοὺς κ.κ. Ὑπουργούς. [1452, 416, 1586, 493]
story-paragraph: Ὁ ἀτυχὴς ἐνωμοτάρχης πληγωθεὶς καιρίως ἔπεσε κατὰ γῆς, οἱ δὲ δράσται ἐτράπησαν εἰς φυγὴν πρὸς τὰ παρακείμενα ὄρη. [586, 566, 880, 604]
news-item: — Ο ΕΠΙΛΟΓΟΣ ΤΗΣ ΑΠΕΡΓΙΑΣ. Ἡ ἀπεργία τῶν ἐργατῶν ἔληξε χθὲς ἐπιτυχῶς. [1452, 1098, 1586, 1149]
news-item: — Ἰατρὸς ΦΟΥΣΤΑΝΟΣ ὁδὸς Νέου Φαρμακείου. Δέχεται ἀσθενεῖς καθ᾽ ἑκάστην. [14, 355, 262, 380]
ad-text: Ὁ Μοναδικὸς τῶν Ἀθηνῶν καλλιτεχνικὸς ἐμπορορραπτικὸς οἶκος Ἀδελφῶν Γ. Λιάκου μετεφέρθη εἰς τὸ νέον αὐτοῦ μεγαλοπρεπὲς κατάστημα ὁδὸς Σταδίου 34 ἀπέναντι τῆς Μεγάλης Βρεταννίας. Τὸ κατάστημα εἶναι πλῆρες τῶν τελευταίων νεωτερισμῶν. [272, 570, 576, 634]
ad-title: ΑΣΦΑΛΕΙΑ ΟΙΝΩΝ [333, 846, 515, 866]
story-paragraph: Ἐν τῷ μεταξὺ ὁ φονευθεὶς ἐνωμοτάρχης ἐκηδεύθη μετὰ πάσης τιμῆς, παρισταμένων τῶν ἀρχῶν τοῦ τόπου καὶ πλήθους κόσμου. [892, 356, 1186, 394]
news-item: — Ὁ ἰατρὸς Μ. ΔΕΣΑΟΣ ἐπανῆλθεν ἐκ τοῦ Παρισίου. Δέχεται 5—6 μ.μ. ὁδὸς Ἀκαδημίας 86. [14, 562, 262, 600]
news-item: — ΑΠΟΣΤΕΡΞΕΙΣ ΔΑΣΟΥΣ. Τηλεγραφικῶς ἀγγέλλεται ἐκ Χαλκίδος ὅτι ἐξερράγη πυρκαϊὰ εἰς τὸ δάσος. [1452, 888, 1586, 952]
divider [14, 664, 262, 665]
story-right [892, 255, 1186, 593]
ad-title-lykeion: ΛΥΚΕΙΟΝ [45, 936, 231, 976]
ad-title: ΜΕΓΑΣ [369, 474, 479, 504]
